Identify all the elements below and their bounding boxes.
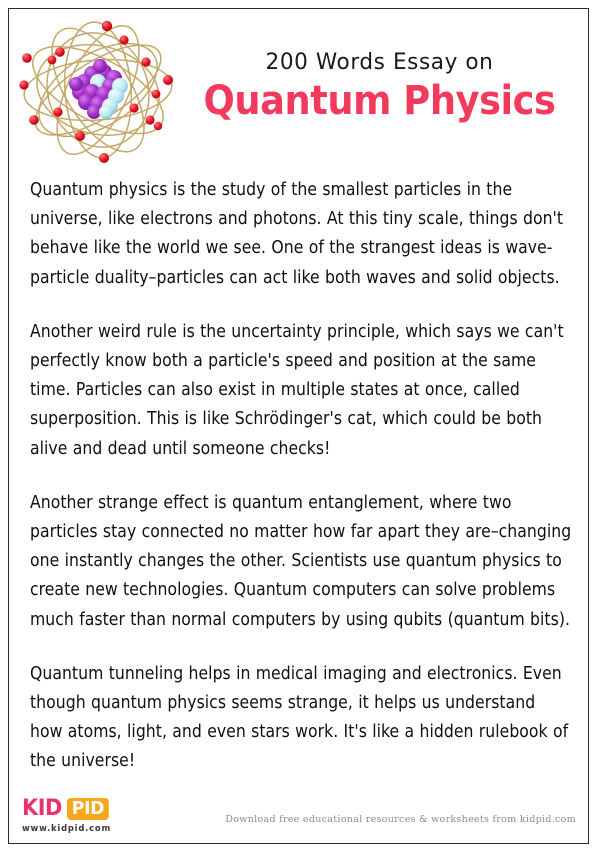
atom-icon [14,12,182,168]
logo-url[interactable]: www.kidpid.com [22,823,111,833]
essay-paragraph: Quantum tunneling helps in medical imaging and electronics. Even though quantum physics seems strange, it helps us understand how atoms, light, and even stars work. It's like a hidden rulebook of the universe! [30,663,569,772]
essay-paragraph: Another strange effect is quantum entanglement, where two particles stay connected no matter how far apart they are–changing one instantly changes the other. Scientists use quantum physics to create new technologies. Quantum computers can solve problems much faster than normal computers by using qubits (quantum bits). [30,492,572,630]
footer-note: Download free educational resources & worksheets from kidpid.com [225,814,576,825]
logo-word-pid-badge: PID [67,798,109,820]
essay-body [30,176,572,777]
kidpid-logo[interactable] [22,797,134,833]
logo-wordmark [22,797,134,821]
atom-illustration [9,9,187,171]
header [9,9,588,171]
essay-paragraph: Another weird rule is the uncertainty principle, which says we can't perfectly know both a particle's speed and position at the same time. Particles can also exist in multiple states at once, called superposition. This is like Schrödinger's cat, which could be both alive and dead until someone checks! [30,321,564,459]
page-title: Quantum Physics [203,77,556,124]
logo-word-kid: KID [22,796,62,821]
essay-paragraph: Quantum physics is the study of the smallest particles in the universe, like electrons and photons. At this tiny scale, things don't behave like the world we see. One of the strangest ideas is wave-particle duality–particles can act like both waves and solid objects. [30,180,564,288]
eyebrow-text: 200 Words Essay on [265,50,494,76]
title-block [187,51,588,122]
footer [9,783,588,839]
